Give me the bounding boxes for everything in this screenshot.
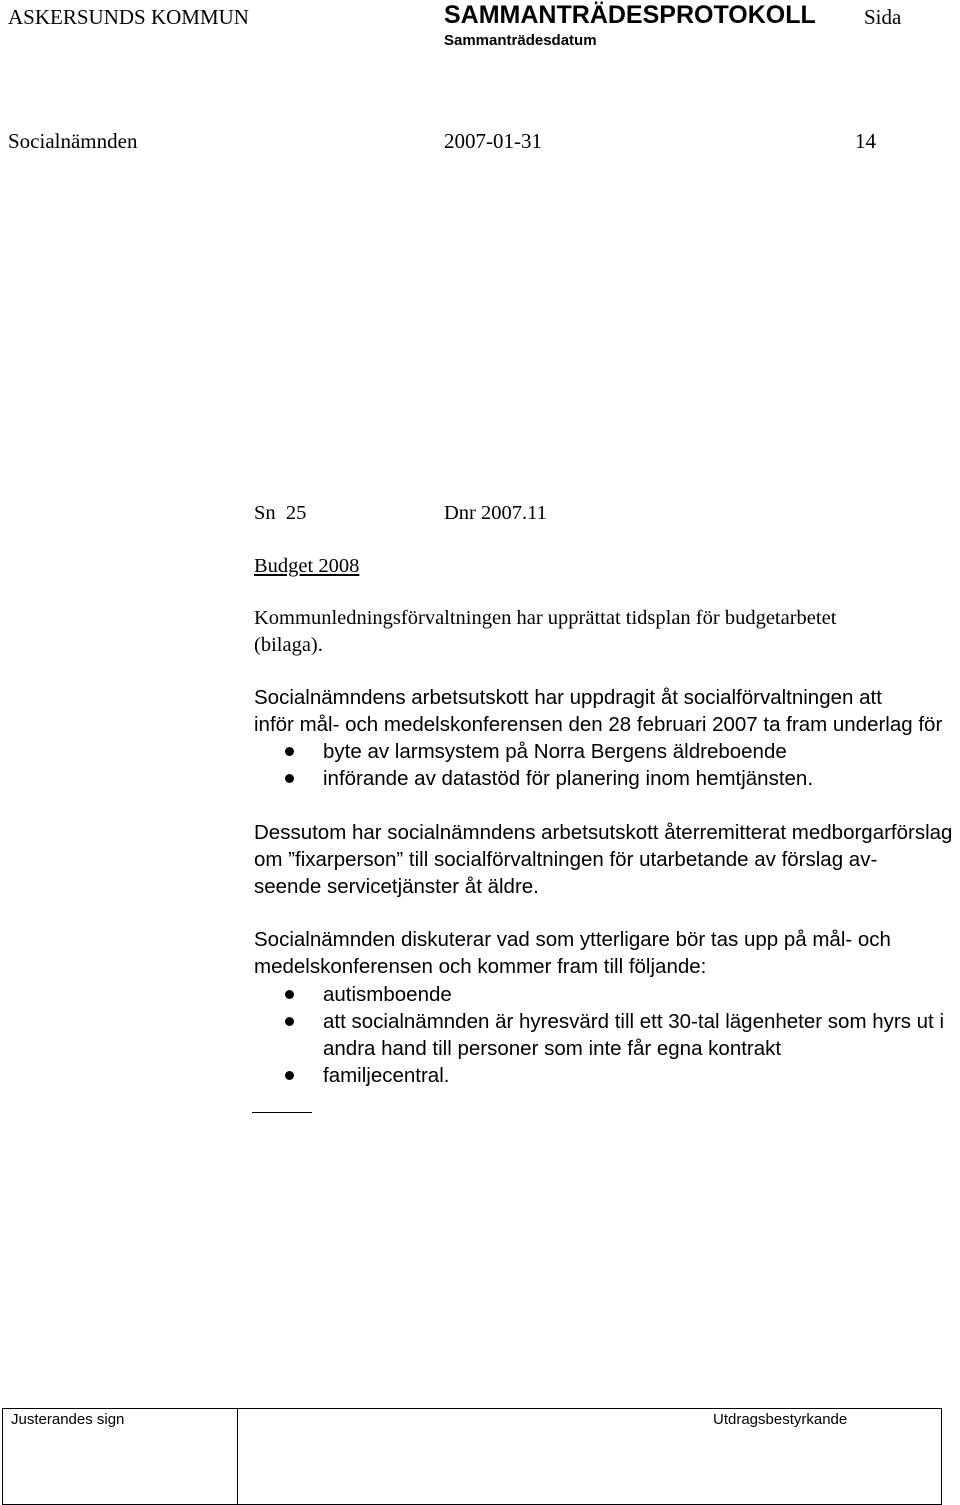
- bullet-list-underlag: [254, 738, 813, 792]
- item-title: Budget 2008: [254, 555, 360, 577]
- bullet-icon: [285, 774, 294, 783]
- paragraph-line: Kommunledningsförvaltningen har upprättat tidsplan för budgetarbetet: [254, 607, 837, 629]
- document-type-title: SAMMANTRÄDESPROTOKOLL: [444, 1, 816, 29]
- paragraph-tidsplan: [254, 605, 960, 659]
- end-rule: [252, 1112, 312, 1113]
- paragraph-line: Socialnämndens arbetsutskott har uppdragit åt socialförvaltningen att: [254, 686, 882, 709]
- bullet-icon: [285, 747, 294, 756]
- paragraph-line: Socialnämnden diskuterar vad som ytterligare bör tas upp på mål- och: [254, 928, 891, 951]
- list-item: familjecentral.: [254, 1062, 944, 1089]
- list-item: införande av datastöd för planering inom hemtjänsten.: [254, 765, 813, 792]
- paragraph-fixarperson: [254, 819, 960, 900]
- paragraph-line: seende servicetjänster åt äldre.: [254, 875, 539, 898]
- footer-signature-box: [2, 1408, 942, 1505]
- board-name: Socialnämnden: [8, 129, 138, 153]
- list-item: autismboende: [254, 981, 944, 1008]
- paragraph-uppdrag: [254, 684, 960, 738]
- bullet-icon: [285, 1017, 294, 1026]
- footer-divider: [237, 1409, 238, 1504]
- paragraph-line: om ”fixarperson” till socialförvaltningen för utarbetande av förslag av-: [254, 848, 878, 871]
- bullet-icon: [285, 1071, 294, 1080]
- paragraph-line: Dessutom har socialnämndens arbetsutskott återremitterat medborgarförslag: [254, 821, 953, 844]
- paragraph-line: (bilaga).: [254, 634, 323, 656]
- list-item: att socialnämnden är hyresvärd till ett 30-tal lägenheter som hyrs ut i andra hand till personer som inte får egna kontrakt: [254, 1008, 944, 1062]
- footer-sign-label: Justerandes sign: [11, 1411, 125, 1428]
- bullet-list-forslag: [254, 981, 944, 1089]
- page-label: Sida: [864, 5, 902, 29]
- case-number: Dnr 2007.11: [444, 502, 547, 524]
- paragraph-line: inför mål- och medelskonferensen den 28 februari 2007 ta fram underlag för: [254, 713, 943, 736]
- paragraph-diskussion: [254, 926, 960, 980]
- paragraph-line: medelskonferensen och kommer fram till följande:: [254, 955, 707, 978]
- section-number: Sn 25: [254, 502, 307, 524]
- footer-extract-label: Utdragsbestyrkande: [713, 1411, 848, 1428]
- page-number: 14: [855, 129, 876, 153]
- meeting-date: 2007-01-31: [444, 129, 542, 153]
- organization-name: ASKERSUNDS KOMMUN: [8, 5, 249, 29]
- list-item: byte av larmsystem på Norra Bergens äldreboende: [254, 738, 813, 765]
- bullet-icon: [285, 990, 294, 999]
- meeting-date-label: Sammanträdesdatum: [444, 32, 597, 49]
